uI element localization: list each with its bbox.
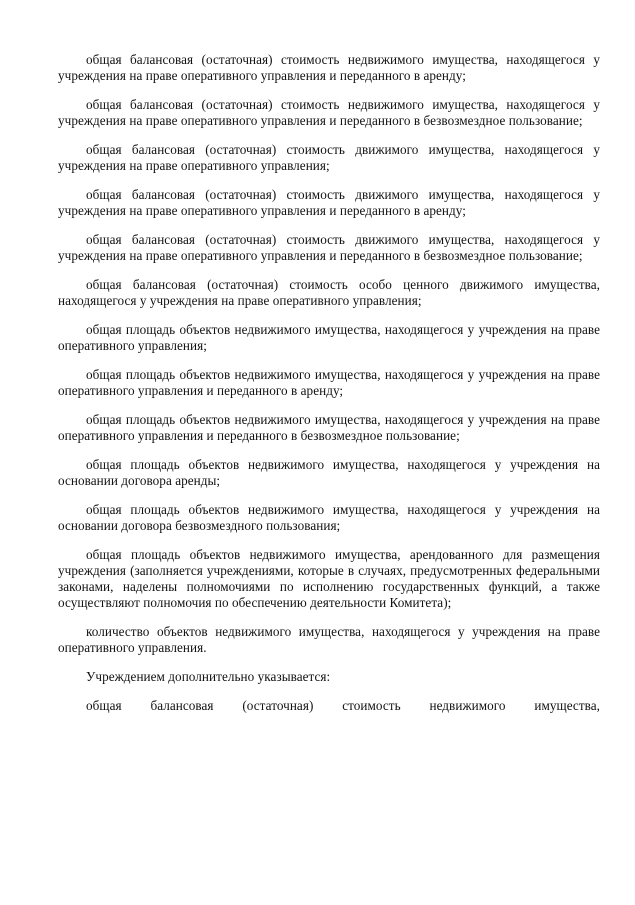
- paragraph-9: общая площадь объектов недвижимого имущества, находящегося у учреждения на праве оперативного управления и переданного в безвозмездное пользование;: [58, 412, 600, 443]
- paragraph-5: общая балансовая (остаточная) стоимость движимого имущества, находящегося у учреждения на праве оперативного управления и переданного в безвозмездное пользование;: [58, 232, 600, 263]
- paragraph-10: общая площадь объектов недвижимого имущества, находящегося у учреждения на основании договора аренды;: [58, 457, 600, 488]
- paragraph-13: количество объектов недвижимого имущества, находящегося у учреждения на праве оперативного управления.: [58, 624, 600, 655]
- paragraph-1: общая балансовая (остаточная) стоимость недвижимого имущества, находящегося у учреждения на праве оперативного управления и переданного в аренду;: [58, 52, 600, 83]
- paragraph-11: общая площадь объектов недвижимого имущества, находящегося у учреждения на основании договора безвозмездного пользования;: [58, 502, 600, 533]
- paragraph-15: общая балансовая (остаточная) стоимость недвижимого имущества,: [86, 698, 600, 713]
- paragraph-3: общая балансовая (остаточная) стоимость движимого имущества, находящегося у учреждения на праве оперативного управления;: [58, 142, 600, 173]
- paragraph-8: общая площадь объектов недвижимого имущества, находящегося у учреждения на праве оперативного управления и переданного в аренду;: [58, 367, 600, 398]
- paragraph-6: общая балансовая (остаточная) стоимость особо ценного движимого имущества, находящегося у учреждения на праве оперативного управления;: [58, 277, 600, 308]
- paragraph-2: общая балансовая (остаточная) стоимость недвижимого имущества, находящегося у учреждения на праве оперативного управления и переданного в безвозмездное пользование;: [58, 97, 600, 128]
- document-page: [58, 52, 600, 714]
- paragraph-7: общая площадь объектов недвижимого имущества, находящегося у учреждения на праве оперативного управления;: [58, 322, 600, 353]
- paragraph-4: общая балансовая (остаточная) стоимость движимого имущества, находящегося у учреждения на праве оперативного управления и переданного в аренду;: [58, 187, 600, 218]
- paragraph-12: общая площадь объектов недвижимого имущества, арендованного для размещения учреждения (заполняется учреждениями, которые в случаях, предусмотренных федеральными законами, наделены полномочиями по исполнению государственных функций, а также осуществляют полномочия по обеспечению деятельности Комитета);: [58, 547, 600, 610]
- section-intro: Учреждением дополнительно указывается:: [86, 669, 331, 684]
